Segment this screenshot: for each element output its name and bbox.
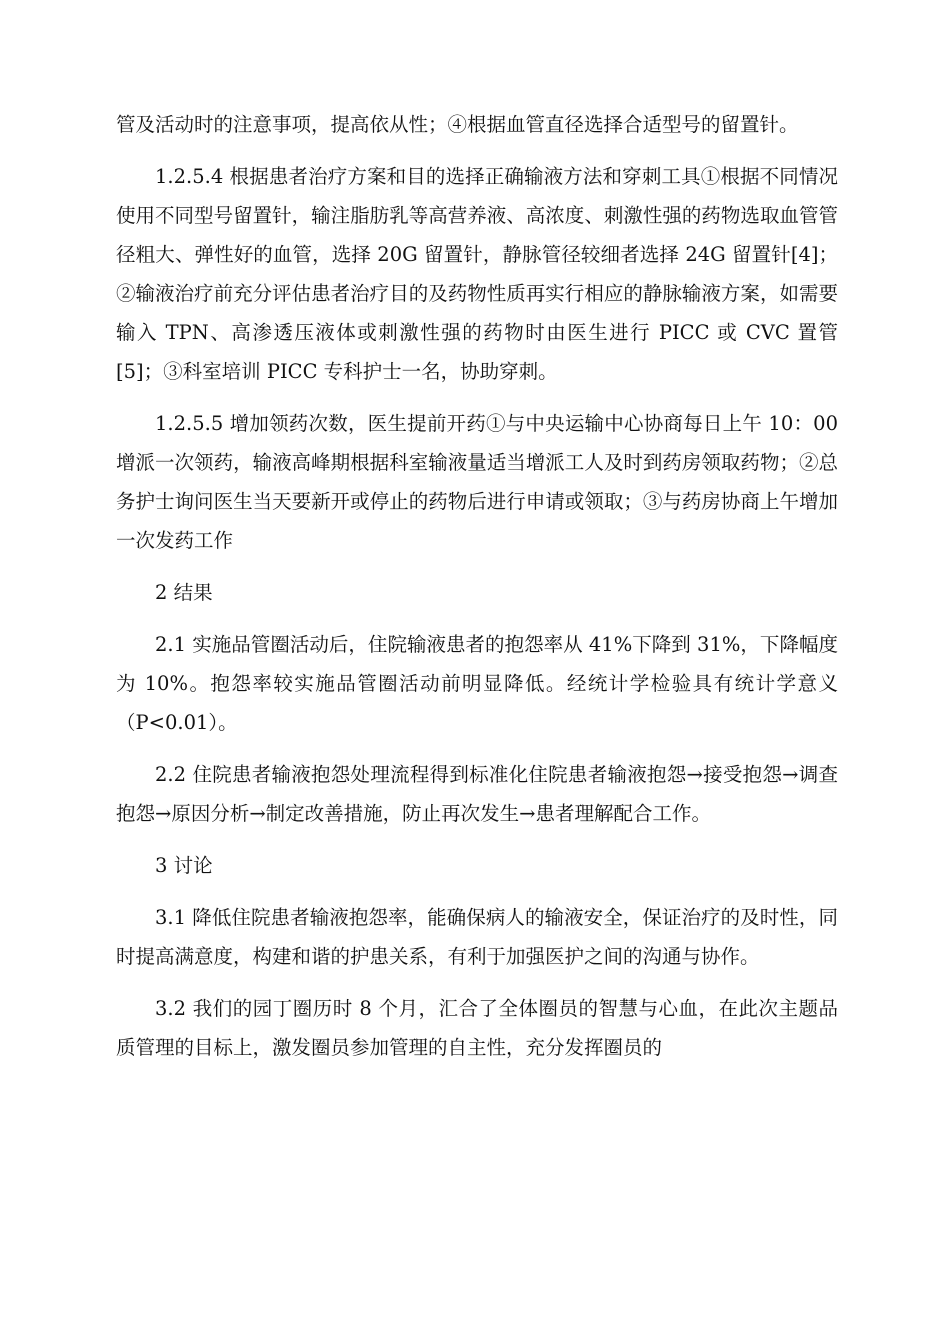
section-heading-results: 2 结果: [155, 581, 213, 604]
paragraph-1-2-5-5: 1.2.5.5 增加领药次数，医生提前开药①与中央运输中心协商每日上午 10：00 增派一次领药，输液高峰期根据科室输液量适当增派工人及时到药房领取药物；②总务护士询问医生当天要新开或停止的药物后进行申请或领取；③与药房协商上午增加一次发药工作: [116, 412, 838, 552]
section-heading-discussion: 3 讨论: [155, 854, 213, 877]
document-body: [116, 105, 838, 1080]
paragraph-1-2-5-4: 1.2.5.4 根据患者治疗方案和目的选择正确输液方法和穿刺工具①根据不同情况使用不同型号留置针，输注脂肪乳等高营养液、高浓度、刺激性强的药物选取血管管径粗大、弹性好的血管，选择 20G 留置针，静脉管径较细者选择 24G 留置针[4]；②输液治疗前充分评估患者治疗目的及药物性质再实行相应的静脉输液方案，如需要输入 TPN、高渗透压液体或刺激性强的药物时由医生进行 PICC 或 CVC 置管[5]；③科室培训 PICC 专科护士一名，协助穿刺。: [116, 165, 838, 383]
paragraph-2-1: 2.1 实施品管圈活动后，住院输液患者的抱怨率从 41%下降到 31%，下降幅度为 10%。抱怨率较实施品管圈活动前明显降低。经统计学检验具有统计学意义（P<0.01）。: [116, 633, 838, 734]
paragraph-3-1: 3.1 降低住院患者输液抱怨率，能确保病人的输液安全，保证治疗的及时性，同时提高满意度，构建和谐的护患关系，有利于加强医护之间的沟通与协作。: [116, 906, 838, 968]
paragraph-3-2: 3.2 我们的园丁圈历时 8 个月，汇合了全体圈员的智慧与心血，在此次主题品质管理的目标上，激发圈员参加管理的自主性，充分发挥圈员的: [116, 997, 838, 1059]
paragraph-2-2: 2.2 住院患者输液抱怨处理流程得到标准化住院患者输液抱怨→接受抱怨→调查抱怨→原因分析→制定改善措施，防止再次发生→患者理解配合工作。: [116, 763, 838, 825]
paragraph-continuation: 管及活动时的注意事项，提高依从性；④根据血管直径选择合适型号的留置针。: [116, 113, 799, 136]
